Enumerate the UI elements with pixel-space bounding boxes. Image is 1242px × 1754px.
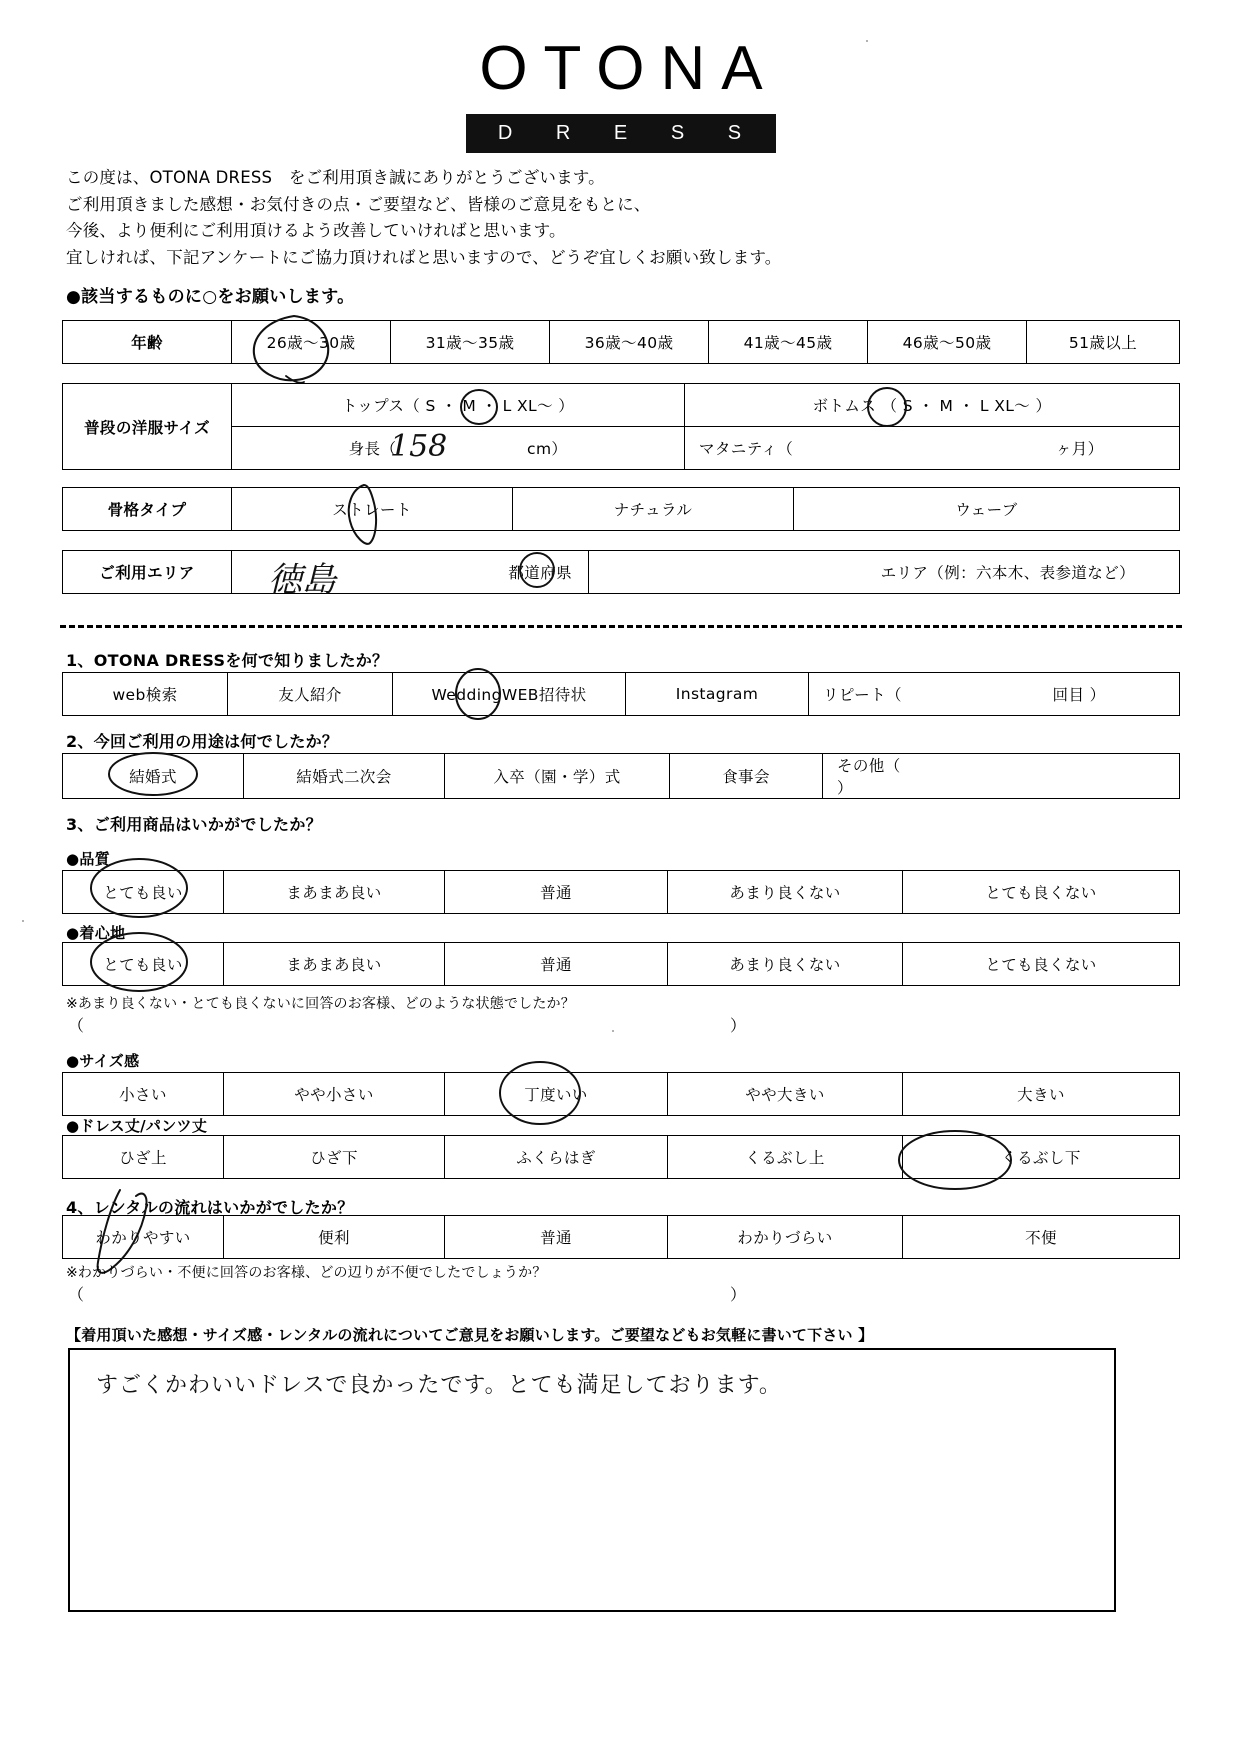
scan-artifact xyxy=(866,40,868,42)
quality-option-fairly-good[interactable]: まあまあ良い xyxy=(224,871,445,914)
comfort-option-very-bad[interactable]: とても良くない xyxy=(903,943,1180,986)
intro-line-4: 宜しければ、下記アンケートにご協力頂ければと思いますので、どうぞ宜しくお願い致します。 xyxy=(66,247,782,267)
intro-paragraph xyxy=(66,165,1066,271)
intro-line-3: 今後、より便利にご利用頂けるよう改善していければと思います。 xyxy=(66,221,566,240)
dashed-divider xyxy=(60,625,1182,628)
q4-option-convenient[interactable]: 便利 xyxy=(224,1216,445,1259)
q4-table xyxy=(62,1215,1180,1259)
age-option-51-plus[interactable]: 51歳以上 xyxy=(1027,321,1180,364)
prefecture-cell[interactable]: 都道府県 xyxy=(232,551,589,594)
q3-comfort-table xyxy=(62,942,1180,986)
area-label: ご利用エリア xyxy=(63,551,232,594)
height-unit: cm） xyxy=(527,440,568,458)
q3-comfort-label: ●着心地 xyxy=(66,924,126,942)
length-option-above-ankle[interactable]: くるぶし上 xyxy=(668,1136,903,1179)
brand-logo xyxy=(0,34,1242,153)
table-row xyxy=(63,673,1180,716)
maternity-unit: ヶ月） xyxy=(1055,440,1104,458)
area-name-cell[interactable]: エリア（例：六本木、表参道など） xyxy=(589,551,1180,594)
frame-option-natural[interactable]: ナチュラル xyxy=(513,488,794,531)
q1-repeat-label: リピート（ xyxy=(823,686,902,704)
q2-title: 2、今回ご利用の用途は何でしたか？ xyxy=(66,732,339,751)
table-row xyxy=(63,321,1180,364)
table-row xyxy=(63,1136,1180,1179)
q4-option-easy[interactable]: わかりやすい xyxy=(63,1216,224,1259)
quality-option-normal[interactable]: 普通 xyxy=(445,871,668,914)
q1-option-weddingweb[interactable]: WeddingWEB招待状 xyxy=(393,673,626,716)
area-table xyxy=(62,550,1180,594)
fit-option-slightly-large[interactable]: やや大きい xyxy=(668,1073,903,1116)
age-option-31-35[interactable]: 31歳～35歳 xyxy=(391,321,550,364)
maternity-label: マタニティ（ xyxy=(699,440,794,458)
age-label: 年齢 xyxy=(63,321,232,364)
scan-artifact xyxy=(612,1030,614,1032)
table-row xyxy=(63,871,1180,914)
height-cell[interactable] xyxy=(232,427,685,470)
frame-option-wave[interactable]: ウェーブ xyxy=(794,488,1180,531)
handwritten-prefecture-value: 徳島 xyxy=(268,560,336,600)
q3-fit-label: ●サイズ感 xyxy=(66,1052,140,1070)
q1-option-friend[interactable]: 友人紹介 xyxy=(228,673,393,716)
scan-artifact xyxy=(22,920,24,922)
age-option-46-50[interactable]: 46歳～50歳 xyxy=(868,321,1027,364)
maternity-cell[interactable] xyxy=(685,427,1180,470)
comfort-option-normal[interactable]: 普通 xyxy=(445,943,668,986)
q4-title: 4、レンタルの流れはいかがでしたか？ xyxy=(66,1198,354,1217)
q3-comfort-note: ※あまり良くない・とても良くないに回答のお客様、どのような状態でしたか？ xyxy=(66,996,575,1012)
table-row xyxy=(63,551,1180,594)
q4-note: ※わかりづらい・不便に回答のお客様、どの辺りが不便でしたでしょうか？ xyxy=(66,1265,547,1281)
free-comment-title: 【着用頂いた感想・サイズ感・レンタルの流れについてご意見をお願いします。ご要望などもお気軽に書いて下さい 】 xyxy=(66,1326,874,1344)
fit-option-just-right[interactable]: 丁度いい xyxy=(445,1073,668,1116)
fit-option-large[interactable]: 大きい xyxy=(903,1073,1180,1116)
frame-option-straight[interactable]: ストレート xyxy=(232,488,513,531)
intro-line-1: この度は、OTONA DRESS をご利用頂き誠にありがとうございます。 xyxy=(66,168,605,187)
q3-title: 3、ご利用商品はいかがでしたか？ xyxy=(66,815,322,834)
q1-option-repeat[interactable] xyxy=(809,673,1180,716)
clothing-size-table xyxy=(62,383,1180,470)
q3-quality-label: ●品質 xyxy=(66,850,110,868)
fit-option-slightly-small[interactable]: やや小さい xyxy=(224,1073,445,1116)
age-option-41-45[interactable]: 41歳～45歳 xyxy=(709,321,868,364)
tops-size-cell[interactable]: トップス（ S ・ M ・ L XL～ ） xyxy=(232,384,685,427)
handwritten-height-value: 158 xyxy=(390,429,448,464)
q1-option-instagram[interactable]: Instagram xyxy=(626,673,809,716)
table-row xyxy=(63,1073,1180,1116)
q1-title: 1、OTONA DRESSを何で知りましたか？ xyxy=(66,651,389,670)
table-row xyxy=(63,754,1180,799)
q1-repeat-suffix: 回目 ） xyxy=(1052,686,1106,704)
quality-option-not-good[interactable]: あまり良くない xyxy=(668,871,903,914)
table-row xyxy=(63,384,1180,427)
q4-open-right[interactable]: ） xyxy=(730,1285,747,1304)
q2-option-wedding[interactable]: 結婚式 xyxy=(63,754,244,799)
table-row xyxy=(63,488,1180,531)
length-option-below-knee[interactable]: ひざ下 xyxy=(224,1136,445,1179)
q2-option-afterparty[interactable]: 結婚式二次会 xyxy=(244,754,445,799)
quality-option-very-good[interactable]: とても良い xyxy=(63,871,224,914)
frame-label: 骨格タイプ xyxy=(63,488,232,531)
table-row xyxy=(63,943,1180,986)
q1-option-web[interactable]: web検索 xyxy=(63,673,228,716)
intro-line-2: ご利用頂きました感想・お気付きの点・ご要望など、皆様のご意見をもとに、 xyxy=(66,194,651,214)
table-row xyxy=(63,1216,1180,1259)
q4-option-normal[interactable]: 普通 xyxy=(445,1216,668,1259)
q2-other-suffix: ） xyxy=(837,779,853,797)
logo-dress-text: D R E S S xyxy=(466,114,776,153)
q4-option-inconvenient[interactable]: 不便 xyxy=(903,1216,1180,1259)
quality-option-very-bad[interactable]: とても良くない xyxy=(903,871,1180,914)
q2-option-dinner[interactable]: 食事会 xyxy=(670,754,823,799)
q3-fit-table xyxy=(62,1072,1180,1116)
q2-table xyxy=(62,753,1180,799)
q4-option-confusing[interactable]: わかりづらい xyxy=(668,1216,903,1259)
age-option-26-30[interactable]: 26歳～30歳 xyxy=(232,321,391,364)
age-option-36-40[interactable]: 36歳～40歳 xyxy=(550,321,709,364)
comfort-option-very-good[interactable]: とても良い xyxy=(63,943,224,986)
q3-length-table xyxy=(62,1135,1180,1179)
circle-instruction: ●該当するものに○をお願いします。 xyxy=(66,287,355,307)
q2-option-other[interactable] xyxy=(823,754,1180,799)
q4-open-left[interactable]: （ xyxy=(68,1285,85,1304)
q3-quality-table xyxy=(62,870,1180,914)
length-option-calf[interactable]: ふくらはぎ xyxy=(445,1136,668,1179)
age-table xyxy=(62,320,1180,364)
length-option-above-knee[interactable]: ひざ上 xyxy=(63,1136,224,1179)
q3-comfort-open-left[interactable]: （ xyxy=(68,1016,85,1035)
frame-type-table xyxy=(62,487,1180,531)
comfort-option-fairly-good[interactable]: まあまあ良い xyxy=(224,943,445,986)
q3-comfort-open-right[interactable]: ） xyxy=(730,1016,747,1035)
logo-otona-text: OTONA xyxy=(479,34,779,103)
height-label: 身長（ xyxy=(348,440,397,458)
q1-table xyxy=(62,672,1180,716)
fit-option-small[interactable]: 小さい xyxy=(63,1073,224,1116)
q2-other-label: その他（ xyxy=(837,757,901,775)
q2-option-ceremony[interactable]: 入卒（園・学）式 xyxy=(445,754,670,799)
bottoms-size-cell[interactable]: ボトムス （ S ・ M ・ L XL～ ） xyxy=(685,384,1180,427)
comfort-option-not-good[interactable]: あまり良くない xyxy=(668,943,903,986)
handwritten-free-comment: すごくかわいいドレスで良かったです。とても満足しております。 xyxy=(96,1373,782,1398)
size-label: 普段の洋服サイズ xyxy=(63,384,232,470)
length-option-below-ankle[interactable]: くるぶし下 xyxy=(903,1136,1180,1179)
q3-length-label: ●ドレス丈/パンツ丈 xyxy=(66,1117,208,1135)
